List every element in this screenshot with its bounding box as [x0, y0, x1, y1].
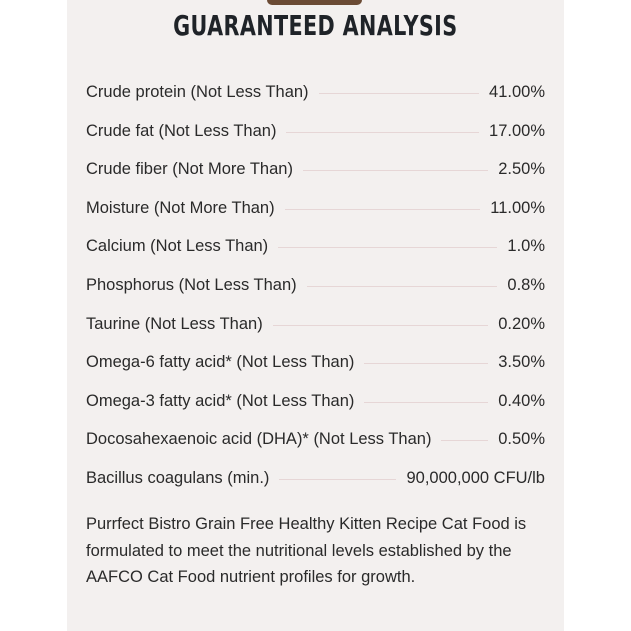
row-label: Calcium (Not Less Than) [86, 237, 269, 256]
table-row [86, 121, 545, 160]
table-row [86, 468, 545, 507]
table-row [86, 391, 545, 430]
aafco-statement: Purrfect Bistro Grain Free Healthy Kitten Recipe Cat Food is formulated to meet the nutritional levels established by the AAFCO Cat Food nutrient profiles for growth. [86, 515, 527, 587]
leader-line [441, 429, 488, 441]
row-value: 90,000,000 CFU/lb [406, 468, 545, 487]
decorative-accent [267, 0, 362, 5]
table-row [86, 82, 545, 121]
row-value: 41.00% [489, 83, 545, 101]
row-label: Omega-6 fatty acid* (Not Less Than) [86, 353, 355, 372]
guaranteed-analysis-panel [67, 0, 564, 631]
row-label: Bacillus coagulans (min.) [86, 468, 270, 487]
page-title: GUARANTEED ANALYSIS [173, 9, 458, 42]
table-row [86, 236, 545, 275]
table-row [86, 275, 545, 314]
row-label: Moisture (Not More Than) [86, 198, 275, 217]
row-label: Taurine (Not Less Than) [86, 314, 263, 333]
row-value: 1.0% [507, 237, 545, 256]
table-row [86, 314, 545, 353]
analysis-table [86, 82, 545, 507]
row-value: 11.00% [490, 198, 545, 217]
leader-line [364, 391, 488, 403]
leader-line [319, 82, 479, 94]
leader-line [364, 352, 488, 364]
row-label: Crude fiber (Not More Than) [86, 160, 293, 179]
leader-line [286, 121, 479, 133]
row-value: 0.8% [507, 275, 545, 294]
leader-line [307, 275, 498, 287]
row-value: 3.50% [498, 353, 545, 372]
leader-line [303, 159, 488, 171]
leader-line [285, 198, 481, 210]
row-value: 2.50% [498, 160, 545, 179]
row-value: 0.50% [498, 430, 545, 449]
row-value: 17.00% [489, 121, 545, 140]
table-row [86, 198, 545, 237]
row-value: 0.40% [498, 391, 545, 410]
row-label: Omega-3 fatty acid* (Not Less Than) [86, 391, 355, 410]
row-label: Phosphorus (Not Less Than) [86, 275, 297, 294]
row-label: Docosahexaenoic acid (DHA)* (Not Less Than) [86, 430, 432, 449]
leader-line [279, 468, 396, 480]
leader-line [273, 314, 489, 326]
row-value: 0.20% [498, 314, 545, 333]
table-row [86, 352, 545, 391]
table-row [86, 429, 545, 468]
row-label: Crude protein (Not Less Than) [86, 83, 309, 101]
row-label: Crude fat (Not Less Than) [86, 121, 277, 140]
leader-line [278, 236, 497, 248]
table-row [86, 159, 545, 198]
